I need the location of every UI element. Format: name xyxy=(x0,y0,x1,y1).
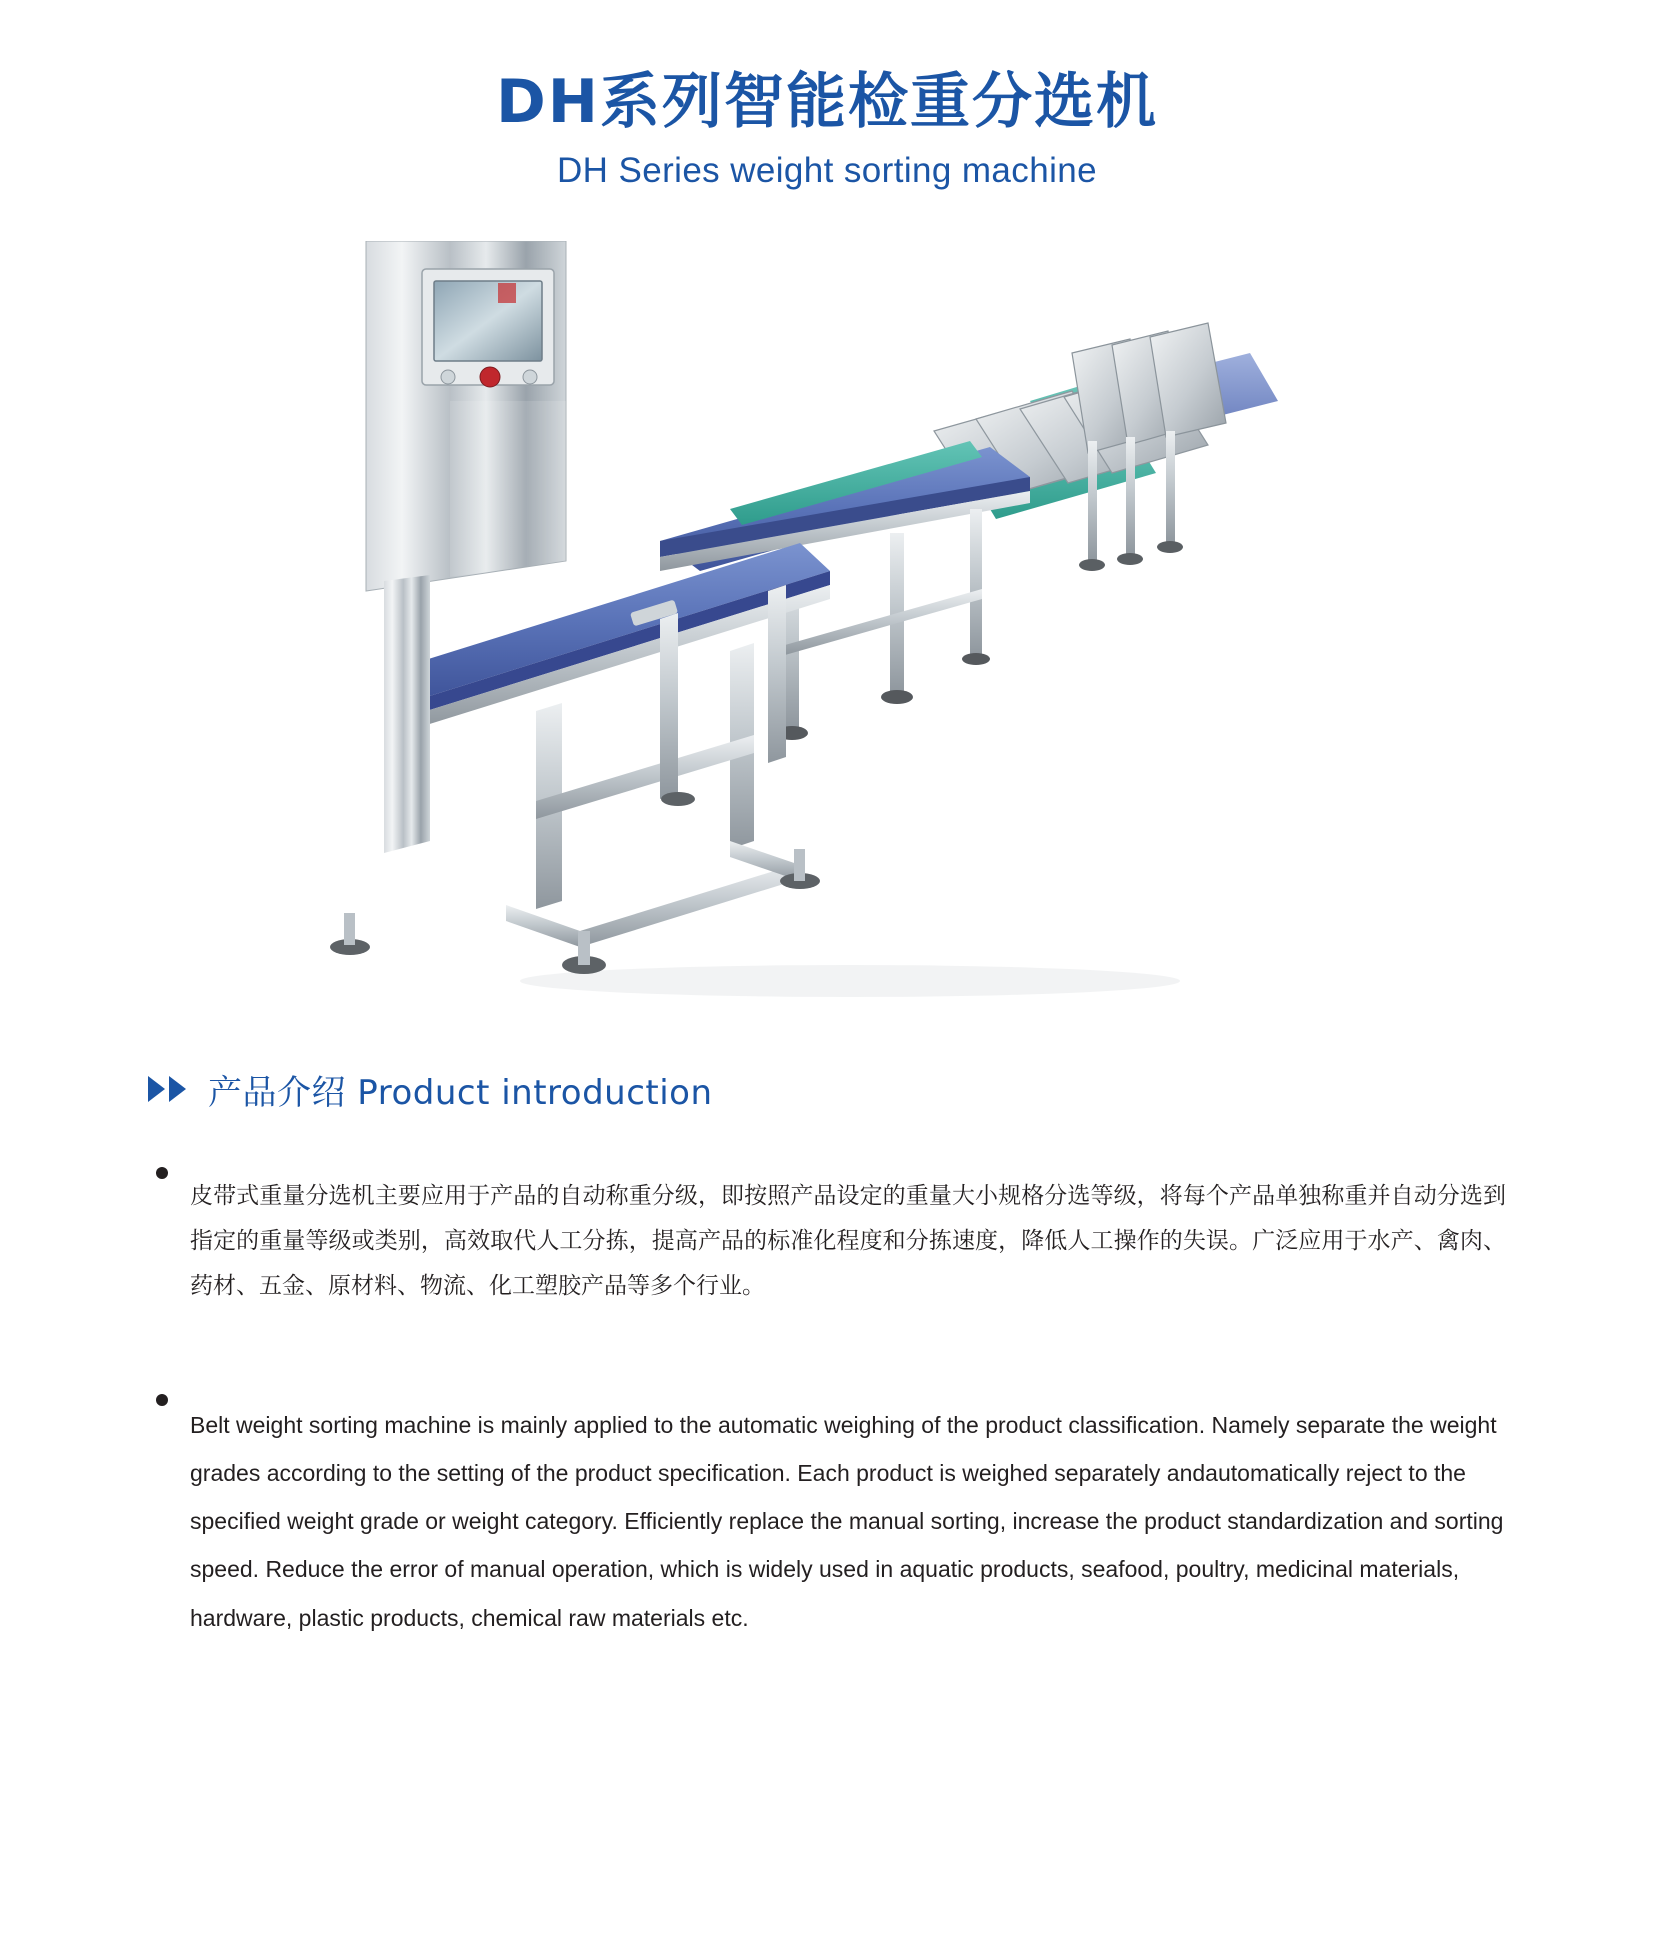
product-image-container xyxy=(0,231,1654,1021)
bullet-dot-icon xyxy=(156,1394,168,1406)
page-header xyxy=(0,0,1654,191)
bullet-item-en xyxy=(148,1378,1506,1665)
sorting-chutes xyxy=(934,323,1278,571)
hmi-touchscreen xyxy=(434,281,542,361)
section-heading xyxy=(148,1065,1654,1113)
paragraph-chinese: 皮带式重量分选机主要应用于产品的自动称重分级，即按照产品设定的重量大小规格分选等级，将每个产品单独称重并自动分选到指定的重量等级或类别，高效取代人工分拣，提高产品的标准化程度和分拣速度，降低人工操作的失误。广泛应用于水产、禽肉、药材、五金、原材料、物流、化工塑胶产品等多个行业。 xyxy=(190,1183,1506,1299)
machine-photo xyxy=(330,241,1390,1021)
bullet-dot-icon xyxy=(156,1167,168,1179)
product-introduction-content xyxy=(148,1151,1506,1665)
double-arrow-icon xyxy=(148,1076,190,1102)
page-title-en: DH Series weight sorting machine xyxy=(557,151,1097,190)
section-title-text: 产品介绍 Product introduction xyxy=(208,1072,713,1113)
page-title-cn: DH系列智能检重分选机 xyxy=(495,67,1159,137)
bullet-item-cn xyxy=(148,1151,1506,1332)
paragraph-english: Belt weight sorting machine is mainly applied to the automatic weighing of the product classification. Namely separate the weight grades according to the setting of the product specification. Each product is weighed separately andautomatically reject to the specified weight grade or weight category. Efficiently replace the manual sorting, increase the product standardization and sorting speed. Reduce the error of manual operation, which is widely used in aquatic products, seafood, poultry, medicinal materials, hardware, plastic products, chemical raw materials etc. xyxy=(190,1411,1504,1631)
